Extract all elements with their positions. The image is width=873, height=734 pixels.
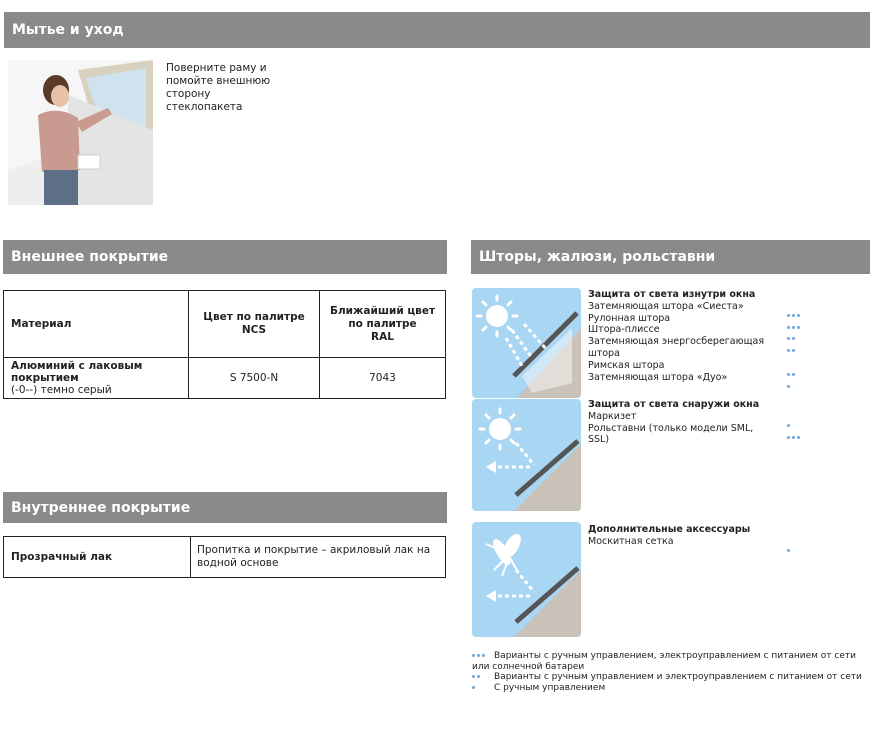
section-title: Мытье и уход	[12, 22, 124, 38]
dot-marker	[482, 654, 485, 657]
cell-description: Пропитка и покрытие – акриловый лак на водной основе	[191, 537, 446, 578]
dot-marker	[792, 349, 795, 352]
cell-material: Прозрачный лак	[4, 537, 191, 578]
accessories-list	[588, 524, 808, 548]
exterior-coating-table	[3, 290, 446, 399]
washing-text-line: Поверните раму и	[166, 62, 267, 74]
list-item: Рулонная штора	[588, 312, 671, 324]
accessories-illustration	[472, 522, 581, 637]
list-item: Маркизет	[588, 410, 637, 422]
legend	[472, 651, 867, 693]
interior-coating-table	[3, 536, 446, 578]
availability-dots	[787, 427, 802, 446]
dot-marker	[787, 436, 790, 439]
dot-marker	[477, 654, 480, 657]
legend-dots	[472, 683, 494, 694]
section-title: Шторы, жалюзи, рольставни	[479, 249, 716, 265]
outside-protection-list	[588, 399, 808, 446]
dot-marker	[472, 675, 475, 678]
legend-row: Варианты с ручным управлением и электроуправлением с питанием от сети	[472, 672, 867, 683]
inside-protection-list	[588, 289, 808, 383]
section-header-exterior	[3, 240, 447, 274]
legend-row: С ручным управлением	[472, 683, 867, 694]
dot-marker	[792, 436, 795, 439]
dot-marker	[787, 349, 790, 352]
table-row	[4, 358, 446, 399]
section-title: Внутреннее покрытие	[11, 499, 191, 516]
list-item: Римская штора	[588, 359, 665, 371]
group-title: Дополнительные аксессуары	[588, 524, 751, 535]
dot-marker	[477, 675, 480, 678]
section-header-interior	[3, 492, 447, 523]
washing-photo	[8, 60, 153, 205]
list-item: Затемняющая штора «Сиеста»	[588, 300, 744, 312]
dot-marker	[797, 326, 800, 329]
section-header-washing	[4, 12, 870, 48]
list-item: Затемняющая штора «Дуо»	[588, 371, 728, 383]
cell-ral: 7043	[320, 358, 446, 399]
dot-marker	[787, 549, 790, 552]
group-title: Защита от света изнутри окна	[588, 289, 756, 300]
inside-protection-illustration	[472, 288, 581, 398]
legend-row: Варианты с ручным управлением, электроуправлением с питанием от сети или солнечной батареи	[472, 651, 856, 672]
dot-marker	[472, 686, 475, 689]
section-header-blinds	[471, 240, 870, 274]
cell-material: Алюминий с лаковым покрытием (-0--) темно серый	[4, 358, 189, 399]
list-item: Москитная сетка	[588, 535, 674, 547]
section-title: Внешнее покрытие	[11, 249, 169, 265]
washing-text-line: стеклопакета	[166, 101, 243, 113]
dot-marker	[797, 436, 800, 439]
legend-dots	[472, 651, 494, 662]
dot-marker	[472, 654, 475, 657]
table-row	[4, 537, 446, 578]
availability-dots	[787, 540, 792, 559]
header-material: Материал	[4, 291, 189, 358]
dot-marker	[787, 385, 790, 388]
washing-instruction	[166, 62, 286, 114]
list-item: Штора-плиссе	[588, 324, 660, 336]
legend-dots	[472, 672, 494, 683]
header-ncs: Цвет по палитре NCS	[189, 291, 320, 358]
washing-text-line: помойте внешнюю	[166, 75, 271, 87]
availability-dots	[787, 340, 797, 359]
list-item: Затемняющая энергосберегающая штора	[588, 336, 765, 359]
washing-text-line: сторону	[166, 88, 211, 100]
header-ral: Ближайший цвет по палитре RAL	[320, 291, 446, 358]
dot-marker	[792, 373, 795, 376]
availability-dots	[787, 376, 792, 395]
list-item: Рольставни (только модели SML, SSL)	[588, 422, 754, 446]
outside-protection-illustration	[472, 399, 581, 511]
cell-ncs: S 7500-N	[189, 358, 320, 399]
group-title: Защита от света снаружи окна	[588, 399, 760, 410]
